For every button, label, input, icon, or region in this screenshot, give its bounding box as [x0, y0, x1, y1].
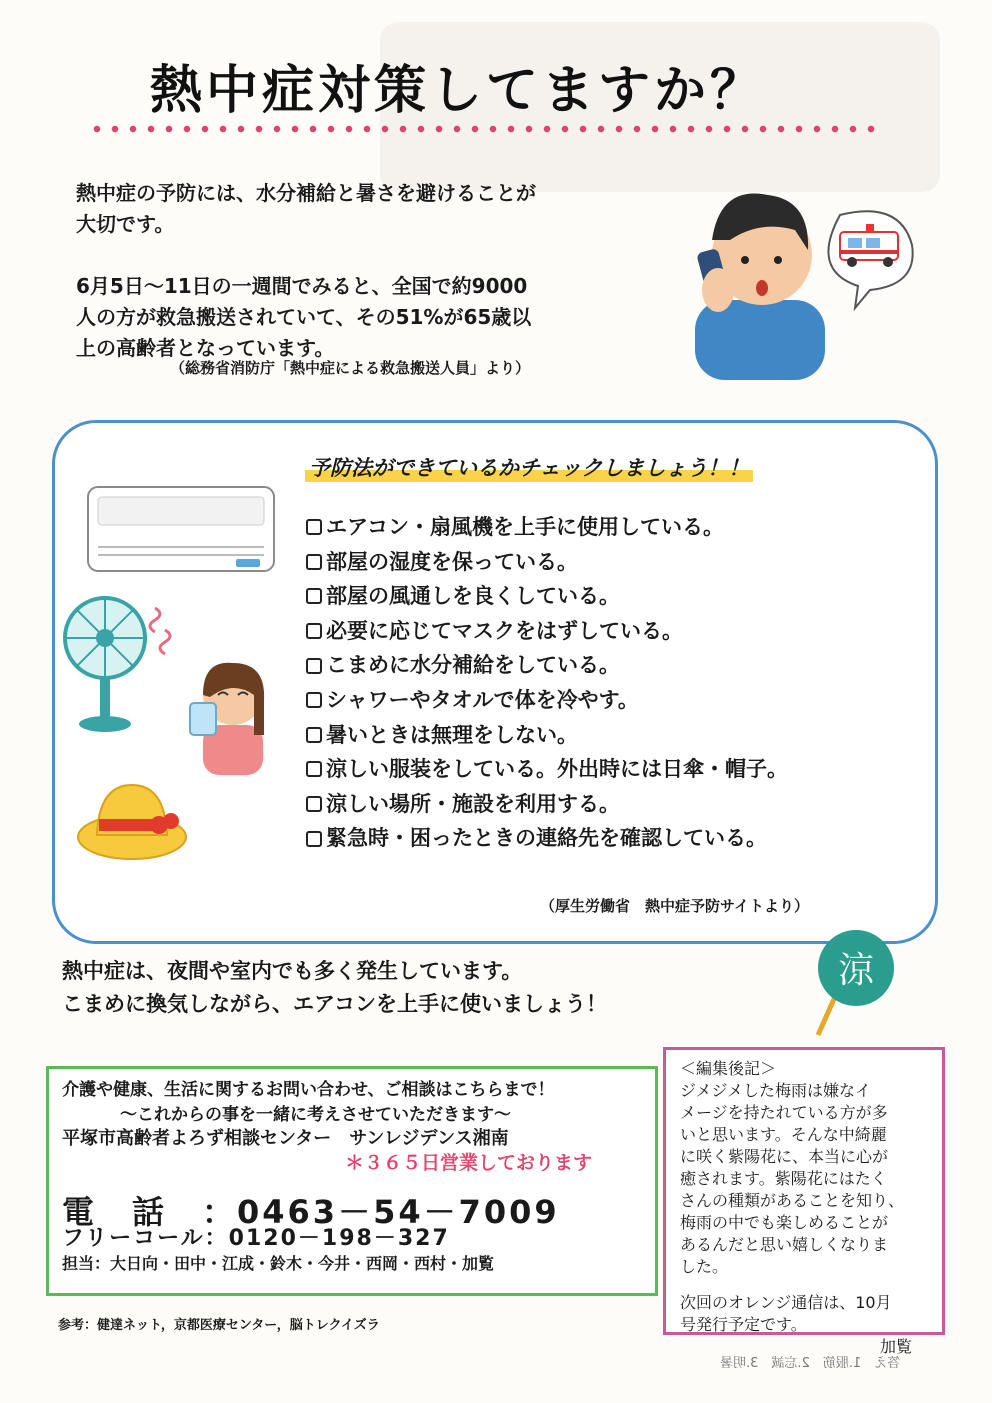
center-name: 平塚市高齢者よろず相談センター サンレジデンス湘南	[62, 1128, 509, 1149]
checklist-item[interactable]: 涼しい場所・施設を利用する。	[306, 787, 788, 822]
editor-note-heading: ＜編集後記＞	[680, 1059, 777, 1078]
intro-line: 人の方が救急搬送されていて、その51%が65歳以	[76, 305, 532, 329]
intro-line: 上の高齢者となっています。	[76, 336, 335, 360]
woman-drinking-water-illustration	[188, 655, 278, 775]
air-conditioner-illustration	[86, 485, 278, 577]
editor-note-line: に咲く紫陽花に、本当に心が	[680, 1147, 889, 1166]
checklist-item[interactable]: 部屋の湿度を保っている。	[306, 545, 788, 580]
checklist	[306, 510, 788, 856]
man-calling-ambulance-illustration	[690, 180, 920, 380]
editor-signature: 加覧	[879, 1337, 912, 1356]
editor-note-line: さんの種類があることを知り、	[680, 1191, 905, 1210]
straw-hat-illustration	[75, 775, 190, 865]
references: 参考：健達ネット，京都医療センター，脳トレクイズラ	[58, 1318, 380, 1333]
editor-note-line: ジメジメした梅雨は嫌なイ	[680, 1081, 872, 1100]
editor-note-line: した。	[680, 1257, 729, 1276]
editor-note-box	[663, 1047, 945, 1356]
editor-note-line: 癒されます。紫陽花にはたく	[680, 1169, 887, 1188]
editor-note-line: メージを持たれている方が多	[680, 1103, 888, 1122]
checklist-item[interactable]: 必要に応じてマスクをはずしている。	[306, 614, 788, 649]
next-issue-line: 次回のオレンジ通信は、10月	[680, 1293, 892, 1312]
checklist-heading: 予防法ができているかチェックしましょう！！	[305, 452, 753, 482]
editor-note-line: あるんだと思い嬉しくなりま	[680, 1235, 889, 1254]
checkbox-icon[interactable]	[306, 623, 322, 639]
checkbox-icon[interactable]	[306, 554, 322, 570]
checkbox-icon[interactable]	[306, 692, 322, 708]
intro-source: （総務省消防庁「熱中症による救急搬送人員」より）	[170, 359, 531, 377]
dotted-divider	[88, 125, 878, 133]
phone-number[interactable]: 電 話 ：0463－54－7009	[62, 1193, 560, 1231]
freecall-number[interactable]: フリーコール：0120－198－327	[62, 1226, 450, 1251]
checklist-item[interactable]: 部屋の風通しを良くしている。	[306, 579, 788, 614]
checkbox-icon[interactable]	[306, 727, 322, 743]
electric-fan-illustration	[60, 590, 180, 740]
outro-line: こまめに換気しながら、エアコンを上手に使いましょう！	[62, 992, 607, 1016]
intro-paragraph-1	[76, 178, 656, 240]
editor-note-line: 梅雨の中でも楽しめることが	[680, 1213, 889, 1232]
intro-line: 大切です。	[76, 212, 175, 236]
show-through-text: 答え 1.服筋 2.忘誠 3.明暑	[720, 1356, 901, 1371]
contact-line-2: ～これからの事を一緒に考えさせていただきます～	[120, 1105, 511, 1125]
intro-line: 6月5日～11日の一週間でみると、全国で約9000	[76, 274, 528, 298]
intro-line: 熱中症の予防には、水分補給と暑さを避けることが	[76, 181, 536, 205]
checklist-item[interactable]: エアコン・扇風機を上手に使用している。	[306, 510, 788, 545]
checkbox-icon[interactable]	[306, 658, 322, 674]
page-title: 熱中症対策してますか？	[150, 61, 767, 121]
intro-paragraph-2	[76, 271, 656, 364]
checkbox-icon[interactable]	[306, 831, 322, 847]
checkbox-icon[interactable]	[306, 588, 322, 604]
outro-line: 熱中症は、夜間や室内でも多く発生しています。	[62, 959, 523, 983]
checkbox-icon[interactable]	[306, 519, 322, 535]
checkbox-icon[interactable]	[306, 761, 322, 777]
checklist-item[interactable]: 涼しい服装をしている。外出時には日傘・帽子。	[306, 752, 788, 787]
staff-list: 担当：大日向・田中・江成・鈴木・今井・西岡・西村・加覧	[62, 1254, 495, 1273]
fan-kanji: 涼	[837, 950, 875, 991]
checklist-item[interactable]: シャワーやタオルで体を冷やす。	[306, 683, 788, 718]
uchiwa-fan-illustration	[808, 930, 904, 1040]
contact-line-1: 介護や健康、生活に関するお問い合わせ、ご相談はこちらまで！	[62, 1080, 555, 1100]
checklist-item[interactable]: 緊急時・困ったときの連絡先を確認している。	[306, 821, 788, 856]
checklist-source: （厚生労働省 熱中症予防サイトより）	[540, 897, 809, 915]
checklist-item[interactable]: 暑いときは無理をしない。	[306, 718, 788, 753]
checklist-item[interactable]: こまめに水分補給をしている。	[306, 648, 788, 683]
editor-note-line: いと思います。そんな中綺麗	[680, 1125, 887, 1144]
open-365-notice: ＊３６５日営業しております	[345, 1152, 593, 1174]
next-issue-line: 号発行予定です。	[680, 1315, 807, 1334]
checkbox-icon[interactable]	[306, 796, 322, 812]
outro-text	[62, 955, 607, 1021]
